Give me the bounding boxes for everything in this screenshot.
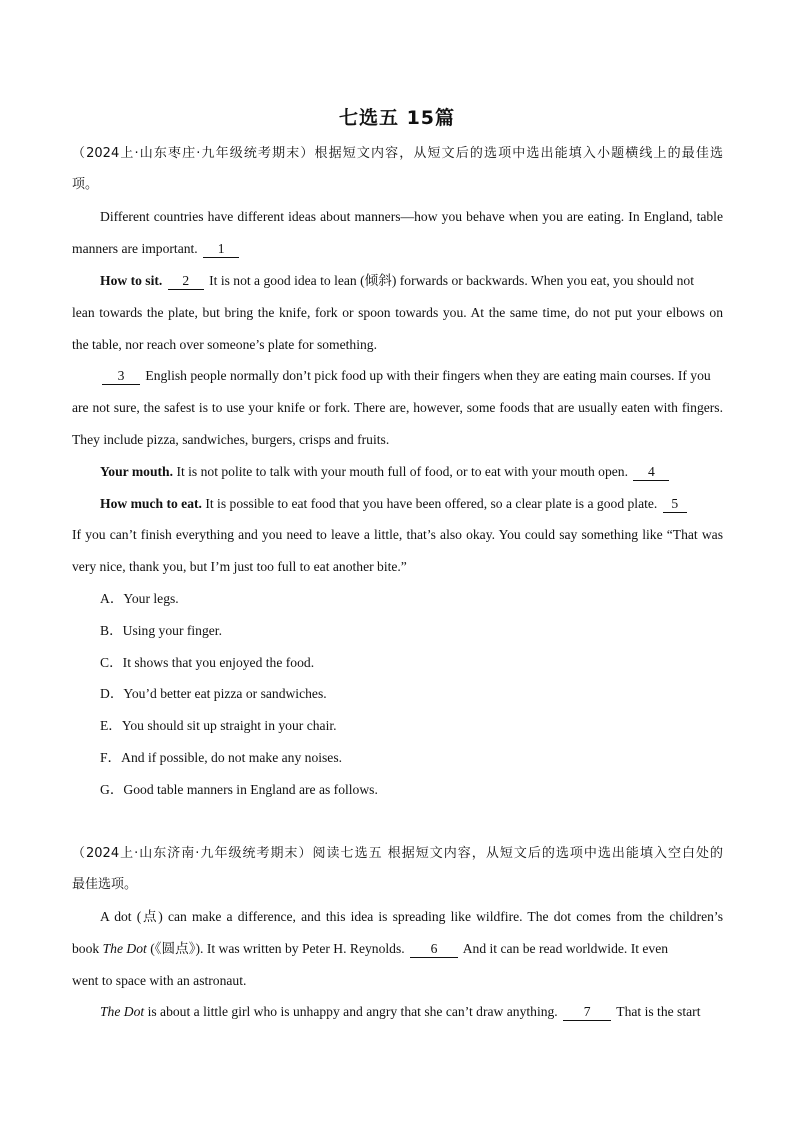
option-letter: E． [100,718,122,733]
passage2-p1-line1: A dot (点) can make a difference, and this idea is spreading like wildfire. The dot comes from the children’s [100,909,723,924]
option-text: You’d better eat pizza or sandwiches. [123,686,327,701]
passage1-p2-line3: the table, nor reach over someone’s plate for something. [72,337,378,352]
passage2-p1-line3: went to space with an astronaut. [72,973,247,988]
answer-blank-5[interactable]: 5 [663,496,687,513]
answer-blank-4[interactable]: 4 [633,464,669,481]
answer-blank-2[interactable]: 2 [168,273,204,290]
passage1-p1-line2 [72,239,723,259]
passage1-p5-text: It is possible to eat food that you have been offered, so a clear plate is a good plate. [205,496,658,511]
passage1-intro-line2: 项。 [72,177,99,192]
option-text: Using your finger. [122,623,222,638]
passage2-intro-line2: 最佳选项。 [72,877,138,892]
book-title: The Dot [100,1004,145,1019]
passage1-p1-text: manners are important. [72,241,198,256]
option-f[interactable] [100,748,342,768]
passage1-p4-line1 [100,462,723,482]
passage2-p1-text-b: (《圆点》). It was written by Peter H. Reynolds. [150,941,405,956]
answer-blank-3[interactable]: 3 [102,368,140,385]
option-c[interactable] [100,653,314,673]
section-heading-how-to-sit: How to sit. [100,273,163,288]
section-heading-how-much-to-eat: How much to eat. [100,496,202,511]
passage1-p1-line1: Different countries have different ideas about manners—how you behave when you are eating. In England, table [100,209,723,224]
answer-blank-7[interactable]: 7 [563,1004,611,1021]
option-letter: G． [100,782,124,797]
option-g[interactable] [100,780,378,800]
passage2-p1-text-a: book [72,941,100,956]
option-letter: F． [100,750,122,765]
passage2-p1-text-c: And it can be read worldwide. It even [462,941,669,956]
option-text: It shows that you enjoyed the food. [122,655,315,670]
option-letter: D． [100,686,124,701]
passage1-p5-line3: very nice, thank you, but I’m just too full to eat another bite.” [72,559,407,574]
answer-blank-6[interactable]: 6 [410,941,458,958]
section-heading-your-mouth: Your mouth. [100,464,174,479]
passage1-p4-text: It is not polite to talk with your mouth full of food, or to eat with your mouth open. [176,464,628,479]
option-d[interactable] [100,684,327,704]
option-letter: B． [100,623,123,638]
passage1-p5-line2: If you can’t finish everything and you need to leave a little, that’s also okay. You could say something like “That was [72,527,723,542]
passage1-p2-line1 [100,271,723,291]
passage1-p2-line2: lean towards the plate, but bring the knife, fork or spoon towards you. At the same time, do not put your elbows on [72,305,723,320]
passage2-intro-line1: （2024上·山东济南·九年级统考期末）阅读七选五 根据短文内容，从短文后的选项中选出能填入空白处的 [72,846,723,861]
option-a[interactable] [100,589,179,609]
passage2-p1-line2 [72,939,723,959]
passage1-p5-line1 [100,494,723,514]
option-e[interactable] [100,716,337,736]
option-text: You should sit up straight in your chair. [121,718,337,733]
passage1-p3-line2: are not sure, the safest is to use your knife or fork. There are, however, some foods that are usually eaten with fingers. [72,400,723,415]
option-letter: A． [100,591,124,606]
option-text: Your legs. [123,591,179,606]
book-title: The Dot [102,941,147,956]
passage1-p2-text: It is not a good idea to lean (倾斜) forwards or backwards. When you eat, you should not [209,273,694,288]
passage2-p2-text: is about a little girl who is unhappy and angry that she can’t draw anything. [147,1004,558,1019]
passage1-p3-text: English people normally don’t pick food up with their fingers when they are eating main courses. If you [145,368,711,383]
passage1-p3-line3: They include pizza, sandwiches, burgers, crisps and fruits. [72,432,390,447]
option-text: And if possible, do not make any noises. [121,750,343,765]
option-b[interactable] [100,621,222,641]
page-title: 七选五 15篇 [338,107,456,129]
answer-blank-1[interactable]: 1 [203,241,239,258]
passage2-p2-line1 [100,1002,723,1022]
option-text: Good table manners in England are as follows. [123,782,378,797]
passage1-p3-line1 [100,366,723,386]
passage2-p2-end: That is the start [616,1004,701,1019]
passage1-intro-line1: （2024上·山东枣庄·九年级统考期末）根据短文内容，从短文后的选项中选出能填入小题横线上的最佳选 [72,146,723,161]
option-letter: C． [100,655,123,670]
